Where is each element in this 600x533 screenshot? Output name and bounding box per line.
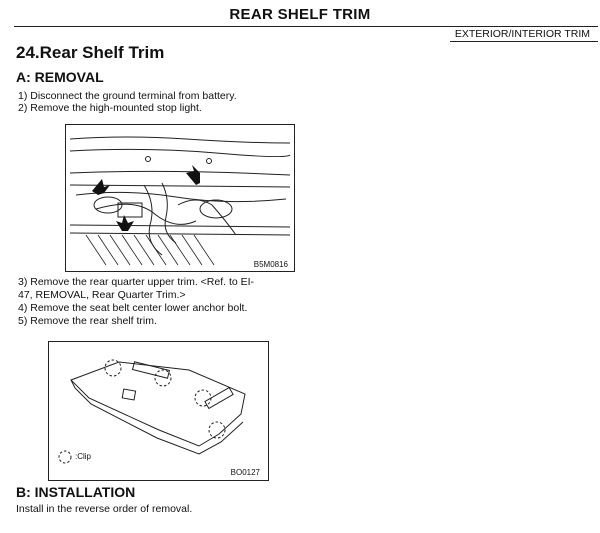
installation-heading: B: INSTALLATION <box>16 484 136 500</box>
removal-step-4: 4) Remove the seat belt center lower anchor bolt. <box>18 302 248 314</box>
removal-step-1: 1) Disconnect the ground terminal from battery. <box>18 90 237 102</box>
header-divider <box>14 26 598 27</box>
figure-rear-shelf <box>48 341 269 481</box>
removal-step-5: 5) Remove the rear shelf trim. <box>18 315 157 327</box>
clip-legend-icon <box>59 451 71 463</box>
removal-step-3: 3) Remove the rear quarter upper trim. <Ref. to EI- <box>18 276 255 288</box>
removal-heading: A: REMOVAL <box>16 69 104 85</box>
removal-step-2: 2) Remove the high-mounted stop light. <box>18 102 202 114</box>
clip-legend-label: :Clip <box>75 452 92 461</box>
section-title: 24.Rear Shelf Trim <box>16 43 165 62</box>
installation-text: Install in the reverse order of removal. <box>16 503 193 515</box>
header-section-label: EXTERIOR/INTERIOR TRIM <box>454 28 590 40</box>
header-section-divider <box>450 41 598 42</box>
figure-stop-light <box>65 124 295 272</box>
stop-light-illustration <box>66 125 294 271</box>
removal-step-3-continued: 47, REMOVAL, Rear Quarter Trim.> <box>18 289 186 301</box>
figure-2-code: BO0127 <box>230 468 260 477</box>
page-header-title: REAR SHELF TRIM <box>229 6 371 23</box>
figure-1-code: B5M0816 <box>253 260 288 269</box>
